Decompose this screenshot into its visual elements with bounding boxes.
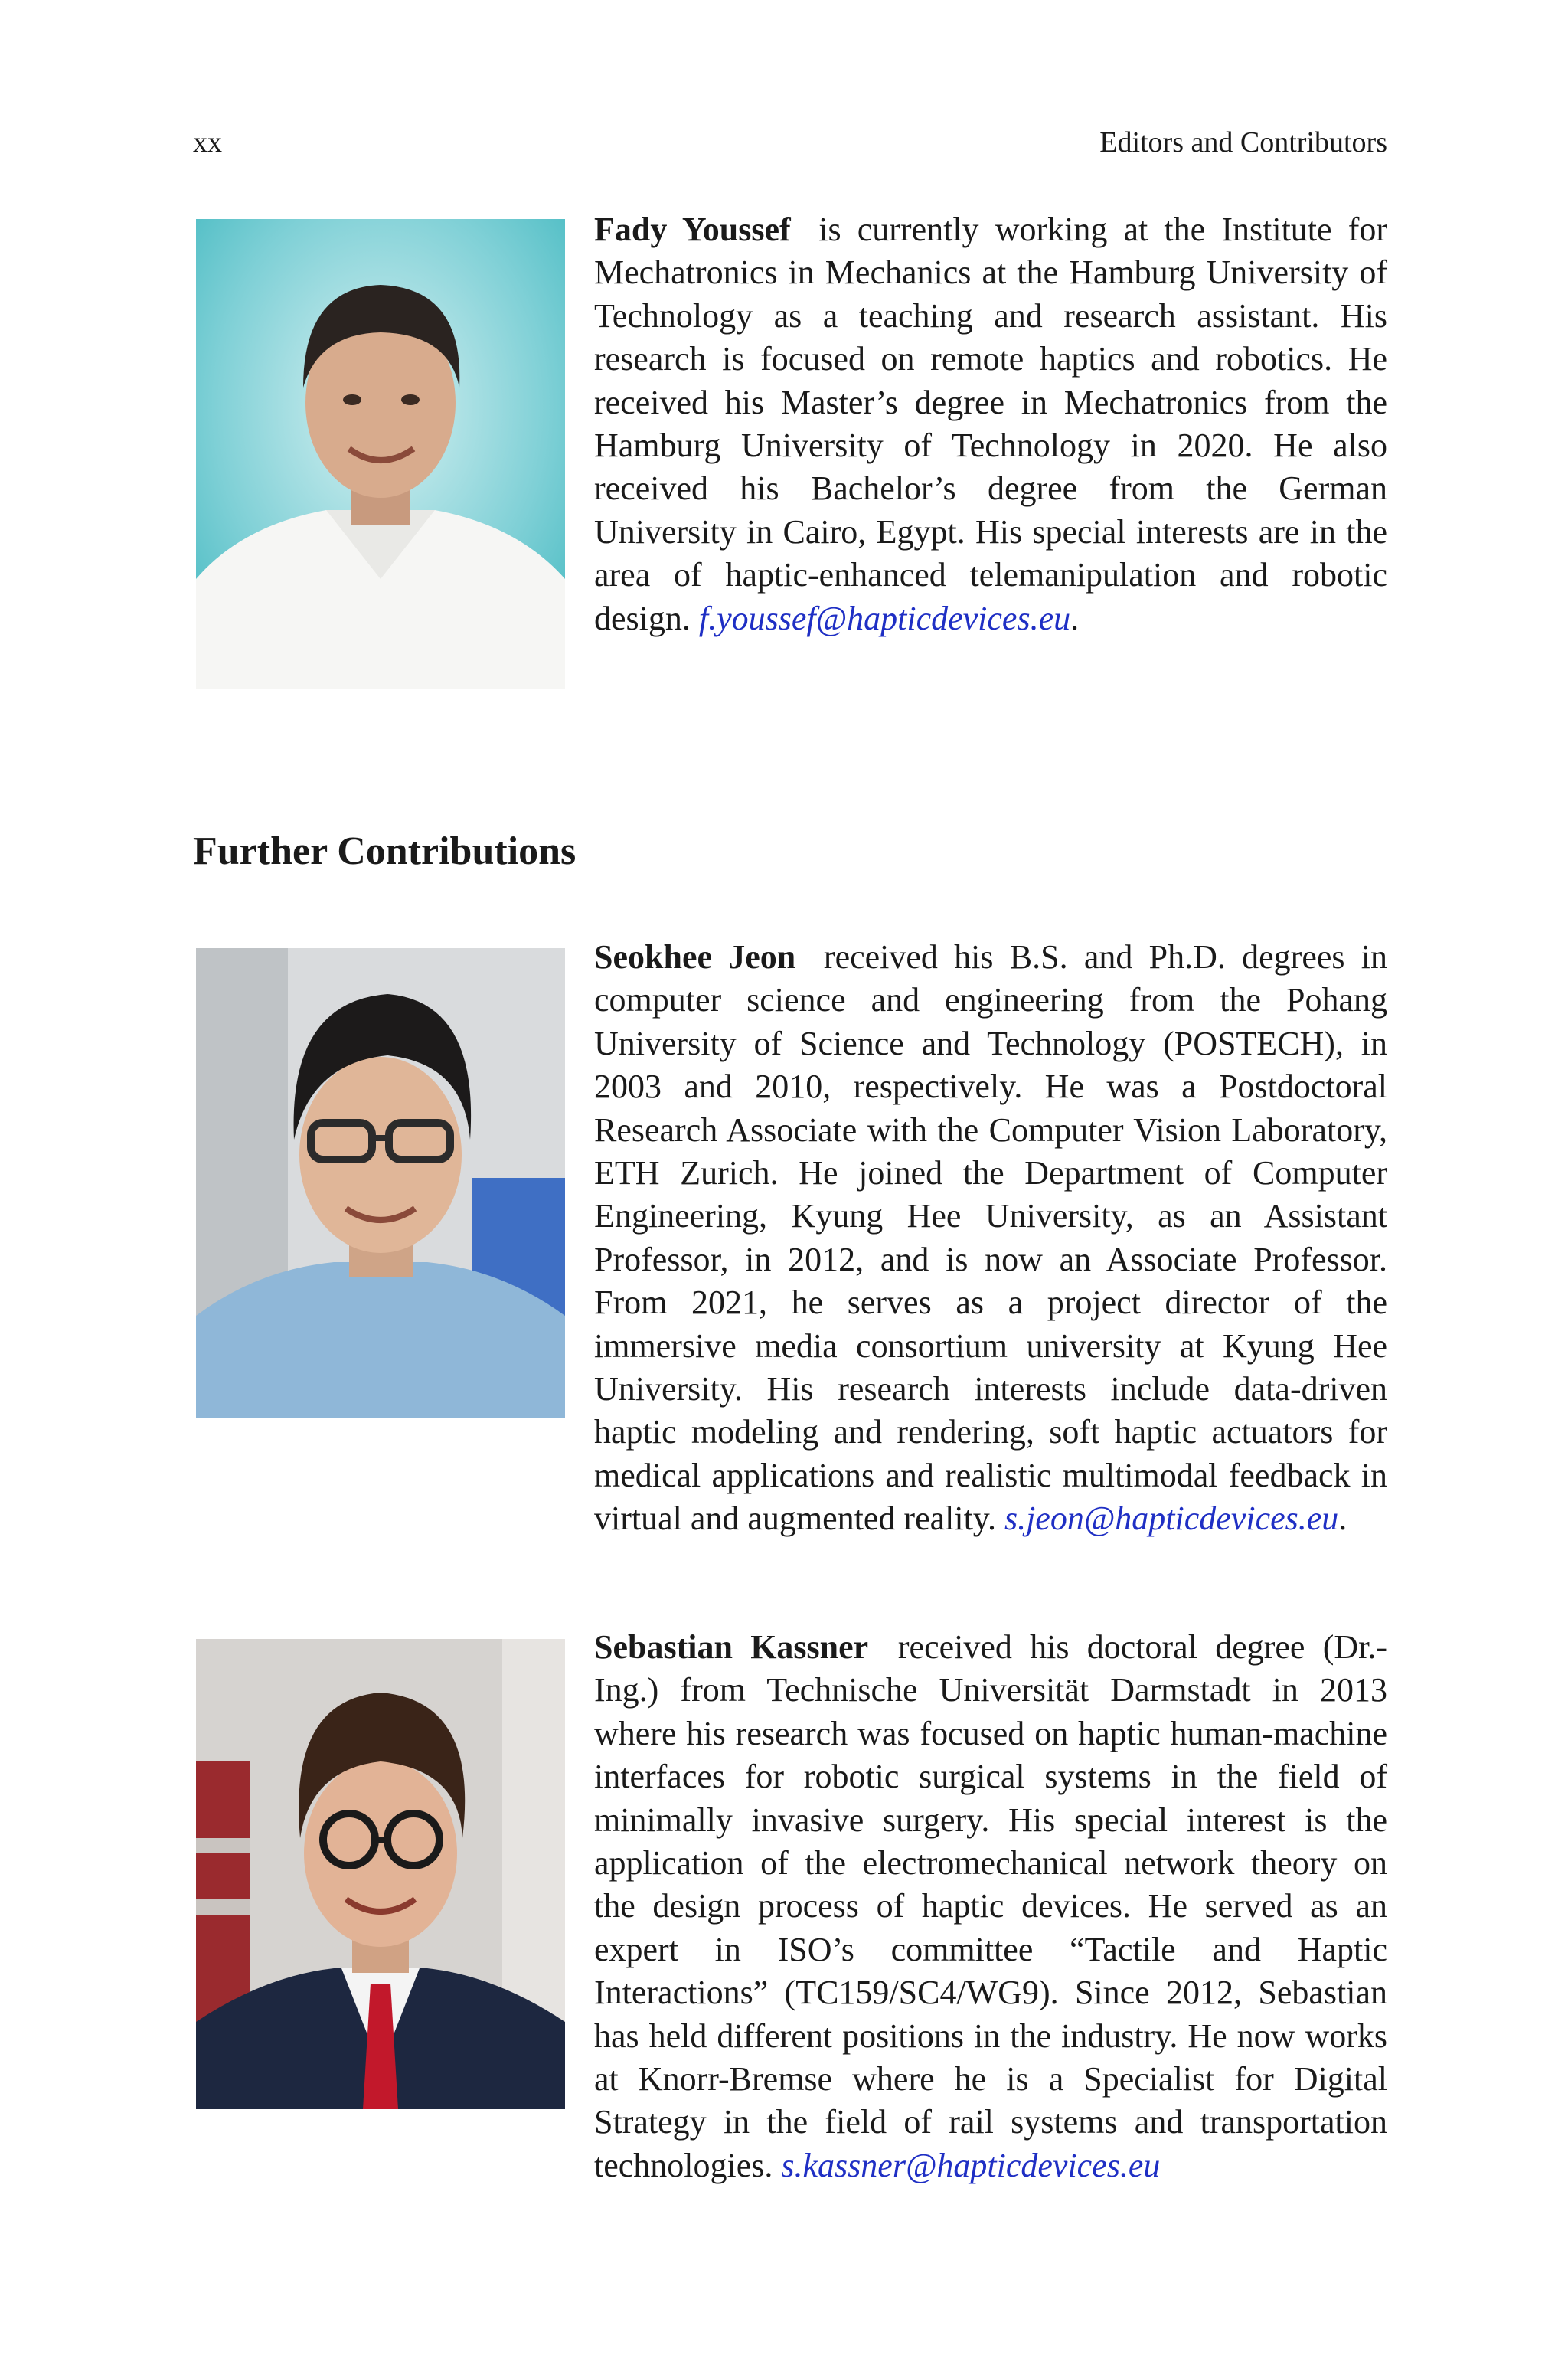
bio-text: is currently working at the Institute for Mechatronics in Mechanics at the Hamburg University of Technology as a teaching and research assistant. His research is focused on remote haptics and robotics. He received his Master’s degree in Mechatronics from the Hamburg University of Technology in 2020. He also received his Bachelor’s degree from the German University in Cairo, Egypt. His special interests are in the area of haptic-enhanced telemanipulation and robotic design.: [594, 211, 1388, 637]
contributor-photo: [196, 219, 565, 689]
email-link[interactable]: s.kassner@hapticdevices.eu: [781, 2146, 1161, 2184]
contributor-photo: [196, 948, 565, 1418]
email-link[interactable]: s.jeon@hapticdevices.eu: [1004, 1500, 1339, 1538]
email-link[interactable]: f.youssef@hapticdevices.eu: [698, 599, 1071, 637]
contributor-photo: [196, 1639, 565, 2109]
contributor-bio: Fady Youssef is currently working at the Institute for Mechatronics in Mechanics at the Hamburg University of Technology as a teaching and research assistant. His research is focused on remote haptics and robotics. He received his Master’s degree in Mechatronics from the Hamburg University of Technology in 2020. He also received his Bachelor’s degree from the German University in Cairo, Egypt. His special interests are in the area of haptic-enhanced telemanipulation and robotic design. f.youssef@hapticdevices.eu.: [594, 211, 1388, 637]
contributor-name: Seokhee Jeon: [594, 938, 796, 976]
contributor-bio: [594, 1626, 1387, 2187]
section-title: Editors and Contributors: [1099, 126, 1387, 159]
bio-text: received his doctoral degree (Dr.-Ing.) from Technische Universität Darmstadt in 2013 where his research was focused on haptic human-machine interfaces for robotic surgical systems in the field of minimally invasive surgery. His special interest is the application of the electromechanical network theory on the design process of haptic devices. He served as an expert in ISO’s committee “Tactile and Haptic Interactions” (TC159/SC4/WG9). Since 2012, Sebastian has held different positions in the industry. He now works at Knorr-Bremse where he is a Specialist for Digital Strategy in the field of rail systems and transportation technologies.: [594, 1628, 1388, 2184]
contributor-name: Fady Youssef: [594, 211, 791, 248]
page-number: xx: [193, 126, 222, 159]
bio-text: received his B.S. and Ph.D. degrees in computer science and engineering from the Pohang University of Science and Technology (POSTECH), in 2003 and 2010, respectively. He was a Postdoctoral Research Associate with the Computer Vision Laboratory, ETH Zurich. He joined the Department of Computer Engineering, Kyung Hee University, as an Assistant Professor, in 2012, and is now an Associate Professor. From 2021, he serves as a project director of the immersive media consortium university at Kyung Hee University. His research interests include data-driven haptic modeling and rendering, soft haptic actuators for medical applications and realistic multimodal feedback in virtual and augmented reality.: [594, 938, 1388, 1538]
section-heading: Further Contributions: [193, 829, 577, 873]
running-head: [193, 124, 1387, 161]
contributor-bio: Seokhee Jeon received his B.S. and Ph.D. degrees in computer science and engineering from the Pohang University of Science and Technology (POSTECH), in 2003 and 2010, respectively. He was a Postdoctoral Research Associate with the Computer Vision Laboratory, ETH Zurich. He joined the Department of Computer Engineering, Kyung Hee University, as an Assistant Professor, in 2012, and is now an Associate Professor. From 2021, he serves as a project director of the immersive media consortium university at Kyung Hee University. His research interests include data-driven haptic modeling and rendering, soft haptic actuators for medical applications and realistic multimodal feedback in virtual and augmented reality. s.jeon@hapticdevices.eu.: [594, 938, 1388, 1538]
contributor-name: Sebastian Kassner: [594, 1628, 869, 1666]
